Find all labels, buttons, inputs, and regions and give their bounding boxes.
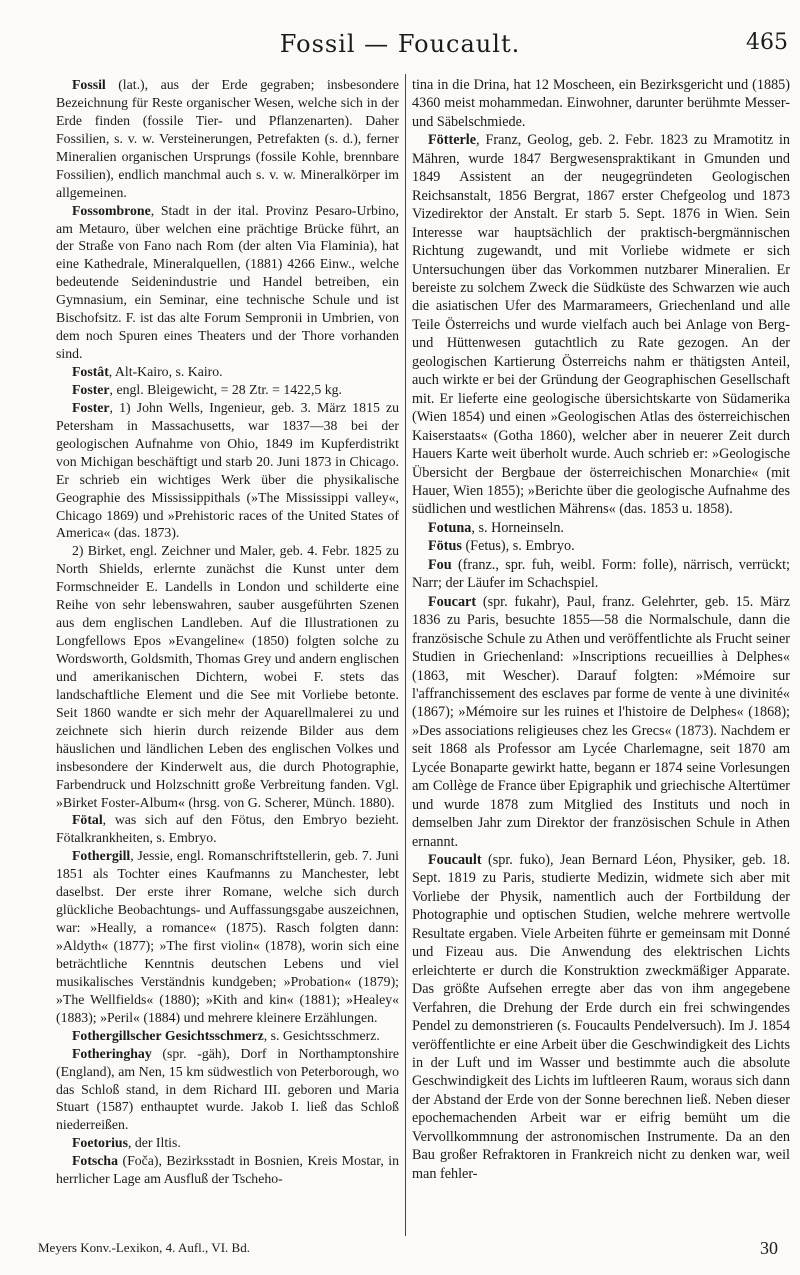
entry-headword: Fossombrone: [72, 202, 151, 218]
entry-text: , Franz, Geolog, geb. 2. Febr. 1823 zu Mramotitz in Mähren, wurde 1847 Bergwesenspraktikant in Gmunden und 1849 Assistent an der neugegründeten Geologischen Reichsanstalt, 1856 Bergrat, 1867 erster Chefgeolog und 1873 Vizedirektor der Anstalt. Er starb 5. Sept. 1876 in Wien. Sein Interesse war hauptsächlich der praktisch-bergmännischen Richtung zugewandt, und mit Vorliebe widmete er sich Untersuchungen über das Vorkommen nutzbarer Mineralien. Er bereiste zu solchem Zweck die Südküste des Schwarzen wie auch die asiatischen Ufer des Marmarameers, Griechenland und alle Teile Österreichs und wurde vielfach auch bei Anlage von Berg- und Hüttenwesen gutachtlich zu Rate gezogen. An der geologischen Kartierung Österreichs nahm er thätigsten Anteil, auch wirkte er bei der Gründung der Geographischen Gesellschaft mit. Er lieferte eine geologische übersichtskarte von Südamerika (Wien 1854) und einen »Geologischen Atlas des österreichischen Kaiserstaats« (Gotha 1860), welcher aber in neuerer Zeit durch Hauers Karte weit überholt wurde. Auch schrieb er: »Geologische Übersicht der Bergbaue der österreichischen Monarchie« (mit Hauer, Wien 1855); »Berichte über die geologische Aufnahme des südlichen und westlichen Mährens« (das. 1853 u. 1858).: [412, 132, 790, 518]
dictionary-entry: [56, 363, 399, 381]
entry-text: (spr. -gäh), Dorf in Northamptonshire (England), am Nen, 15 km südwestlich von Peterborough, wo das Schloß stand, in dem Richard III. geboren und Maria Stuart (1587) enthauptet wurde. Jakob I. ließ das Schloß niederreißen.: [56, 1045, 399, 1133]
entry-headword: Foucart: [428, 593, 477, 610]
entry-text: , Jessie, engl. Romanschriftstellerin, geb. 7. Juni 1851 als Tochter eines Kaufmanns zu Manchester, lebt daselbst. Der erste ihrer Romane, welche sich durch glückliche Beobachtungs- und Auffassungsgabe auszeichnen, war: »Heally, a romance« (1875). Rasch folgten dann: »Aldyth« (1877); »The first violin« (1878), worin sich eine beträchtliche Kenntnis deutschen Lebens und viel musikalisches Verständnis kundgeben; »Probation« (1879); »The Wellfields« (1880); »Kith and kin« (1881); »Healey« (1883); »Peril« (1884) und mehrere kleinere Erzählungen.: [56, 848, 399, 1025]
dictionary-entry: [56, 1045, 399, 1135]
dictionary-entry: [412, 537, 790, 555]
dictionary-entry: [56, 542, 399, 811]
entry-headword: Fötus: [428, 538, 462, 555]
right-column: [412, 76, 790, 1183]
entry-text: , der Iltis.: [127, 1135, 181, 1151]
entry-text: , Stadt in der ital. Provinz Pesaro-Urbino, am Metauro, über welchen eine prächtige Brücke führt, an der Straße von Fano nach Rom (der alten Via Flaminia), hat eine Kathedrale, Mineralquellen, (1881) 4266 Einw., welche bedeutende Seidenindustrie und Handel betreiben, ein Gymnasium, ein Seminar, eine technische Schule und ist Bischofsitz. F. ist das alte Forum Sempronii in Umbrien, von dem noch Spuren eines Theaters und der Thore vorhanden sind.: [56, 202, 399, 362]
dictionary-entry: [56, 811, 399, 847]
entry-text: (lat.), aus der Erde gegraben; insbesondere Bezeichnung für Reste organischer Wesen, welche sich in der Erde finden (fossile Tier- und Pflanzenarten). Daher Fossilien, s. v. w. Versteinerungen, Petrefakten (s. d.), ferner Mineralien organischen Ursprungs (fossile Kohle, brennbare Fossilien), endlich manchmal auch s. v. w. Mineralkörper im allgemeinen.: [56, 77, 399, 200]
entry-text: (spr. fuko), Jean Bernard Léon, Physiker, geb. 18. Sept. 1819 zu Paris, studierte Medizin, widmete sich aber mit Vorliebe der Physik, namentlich auch der Fortbildung der Photographie und optischen Studien, welche mehrere wertvolle Resultate ergaben. Viele Arbeiten führte er gemeinsam mit Donné und Fizeau aus. Die Anwendung des elektrischen Lichts erleichterte er durch die Konstruktion zweckmäßiger Apparate. Das größte Aufsehen erregte aber das von ihm angegebene Verfahren, die Drehung der Erde durch ein frei schwingendes Pendel zu demonstrieren (s. Foucaults Pendelversuch). Im J. 1854 veröffentlichte er eine Arbeit über die Geschwindigkeit des Lichts in der Luft und im Wasser und bestimmte auch die absolute Geschwindigkeit des Lichts im luftleeren Raum, woraus sich dann der Abstand der Erde von der Sonne berechnen ließ. Neben dieser epochemachenden Arbeit war er eifrig bemüht um die Vervollkommnung der astronomischen Instrumente. Da an den Bau großer Refraktoren in Frankreich nicht zu denken war, weil man fehler-: [412, 852, 790, 1182]
entry-headword: Foster: [72, 381, 110, 397]
dictionary-entry: [412, 76, 790, 131]
entry-text: , 1) John Wells, Ingenieur, geb. 3. März 1815 zu Petersham in Massachusetts, war 1837—38 bei der geologischen Aufnahme von Ohio, 1849 im Kupferdistrikt von Michigan beschäftigt und starb 20. Juni 1873 in Chicago. Er schrieb ein wichtiges Werk über die physikalische Geographie des Mississippithals (»The Mississippi valley«, Chicago 1869) und »Prehistoric races of the United States of America« (das. 1873).: [56, 399, 399, 541]
entry-text: (spr. fukahr), Paul, franz. Gelehrter, geb. 15. März 1836 zu Paris, besuchte 1855—58 die Normalschule, dann die französische Schule zu Athen und veröffentlichte als Frucht seiner Studien in Griechenland: »Inscriptions recueillies à Delphes« (1863, mit Wescher). Darauf folgten: »Mémoire sur l'affranchissement des esclaves par forme de vente à une divinité« (1867); »Mémoire sur les ruines et l'histoire de Delphes« (1868); »Des associations religieuses chez les Grecs« (1873). Nachdem er seit 1868 als Professor am Lycée Charlemagne, seit 1870 am Lycée Bonaparte gewirkt hatte, begann er 1874 seine Vorlesungen am Collège de France über Epigraphik und griechische Altertümer und wurde 1878 zum Mitglied des Instituts und noch in demselben Jahr zum Direktor der französischen Schule in Athen ernannt.: [412, 593, 790, 850]
entry-headword: Fothergill: [72, 848, 131, 864]
dictionary-entry: [56, 1152, 399, 1188]
page-header: [0, 30, 800, 70]
entry-headword: Fou: [428, 556, 452, 573]
entry-text: 2) Birket, engl. Zeichner und Maler, geb. 4. Febr. 1825 zu North Shields, erlernte zunächst die Kunst unter dem Formschneider E. Landells in London und schilderte eine Reihe von sehr lebenswahren, sauber ausgeführten Szenen aus dem englischen Landleben. Auf die Illustrationen zu Longfellows Epos »Evangeline« (1850) folgten solche zu Wordsworth, Goldsmith, Thomas Grey und andern englischen und amerikanischen Dichtern, wobei F. stets das landschaftliche Element und die See mit Vorliebe betonte. Seit 1860 wandte er sich mehr der Aquarellmalerei zu und zeichnete sich hierin durch reizende Bilder aus dem häuslichen und ländlichen Leben des englischen Volkes und insbesondere der Kinderwelt aus, die durch Photographie, Farbendruck und Holzschnitt große Verbreitung fanden. Vgl. »Birket Foster-Album« (hrsg. von G. Scherer, Münch. 1880).: [56, 543, 399, 810]
column-divider: [405, 74, 406, 1236]
entry-text: tina in die Drina, hat 12 Moscheen, ein Bezirksgericht und (1885) 4360 meist mohammedan. Einwohner, darunter berühmte Messer- und Säbelschmiede.: [412, 77, 790, 130]
entry-text: (Foča), Bezirksstadt in Bosnien, Kreis Mostar, in herrlicher Lage am Ausfluß der Tscheho-: [56, 1153, 399, 1187]
dictionary-entry: [56, 381, 399, 399]
entry-text: , engl. Bleigewicht, = 28 Ztr. = 1422,5 kg.: [109, 381, 342, 397]
entry-headword: Fothergillscher Gesichtsschmerz: [72, 1027, 264, 1043]
dictionary-entry: [412, 556, 790, 593]
footer-signature: 30: [760, 1238, 778, 1258]
entry-headword: Fötterle: [428, 132, 477, 149]
entry-headword: Fostât: [72, 364, 109, 379]
entry-headword: Foetorius: [72, 1135, 128, 1151]
entry-text: , Alt-Kairo, s. Kairo.: [108, 364, 223, 379]
entry-text: (franz., spr. fuh, weibl. Form: folle), närrisch, verrückt; Narr; der Läufer im Schachspiel.: [412, 556, 790, 592]
entry-headword: Fossil: [72, 77, 106, 92]
entry-headword: Fotheringhay: [72, 1045, 152, 1061]
dictionary-entry: [56, 1027, 399, 1045]
dictionary-entry: [412, 131, 790, 519]
running-title: Fossil — Foucault.: [279, 30, 521, 58]
dictionary-entry: [412, 851, 790, 1183]
dictionary-entry: [56, 847, 399, 1026]
dictionary-entry: [412, 593, 790, 851]
dictionary-entry: [56, 399, 399, 543]
dictionary-entry: [56, 202, 399, 363]
dictionary-entry: [56, 76, 399, 202]
entry-headword: Foucault: [428, 852, 482, 869]
dictionary-entry: [412, 519, 790, 537]
entry-headword: Fotscha: [72, 1153, 118, 1169]
page-number: 465: [746, 30, 788, 55]
dictionary-entry: [56, 1134, 399, 1152]
entry-headword: Fötal: [72, 812, 103, 828]
entry-text: , s. Horneinseln.: [471, 519, 564, 536]
page-footer: [38, 1240, 778, 1262]
entry-text: (Fetus), s. Embryo.: [461, 538, 575, 555]
entry-text: , s. Gesichtsschmerz.: [263, 1027, 380, 1043]
left-column: [56, 76, 399, 1188]
entry-text: , was sich auf den Fötus, den Embryo bezieht. Fötalkrankheiten, s. Embryo.: [56, 812, 399, 846]
entry-headword: Foster: [72, 399, 110, 415]
entry-headword: Fotuna: [428, 519, 472, 536]
footer-source: Meyers Konv.-Lexikon, 4. Aufl., VI. Bd.: [38, 1240, 250, 1255]
